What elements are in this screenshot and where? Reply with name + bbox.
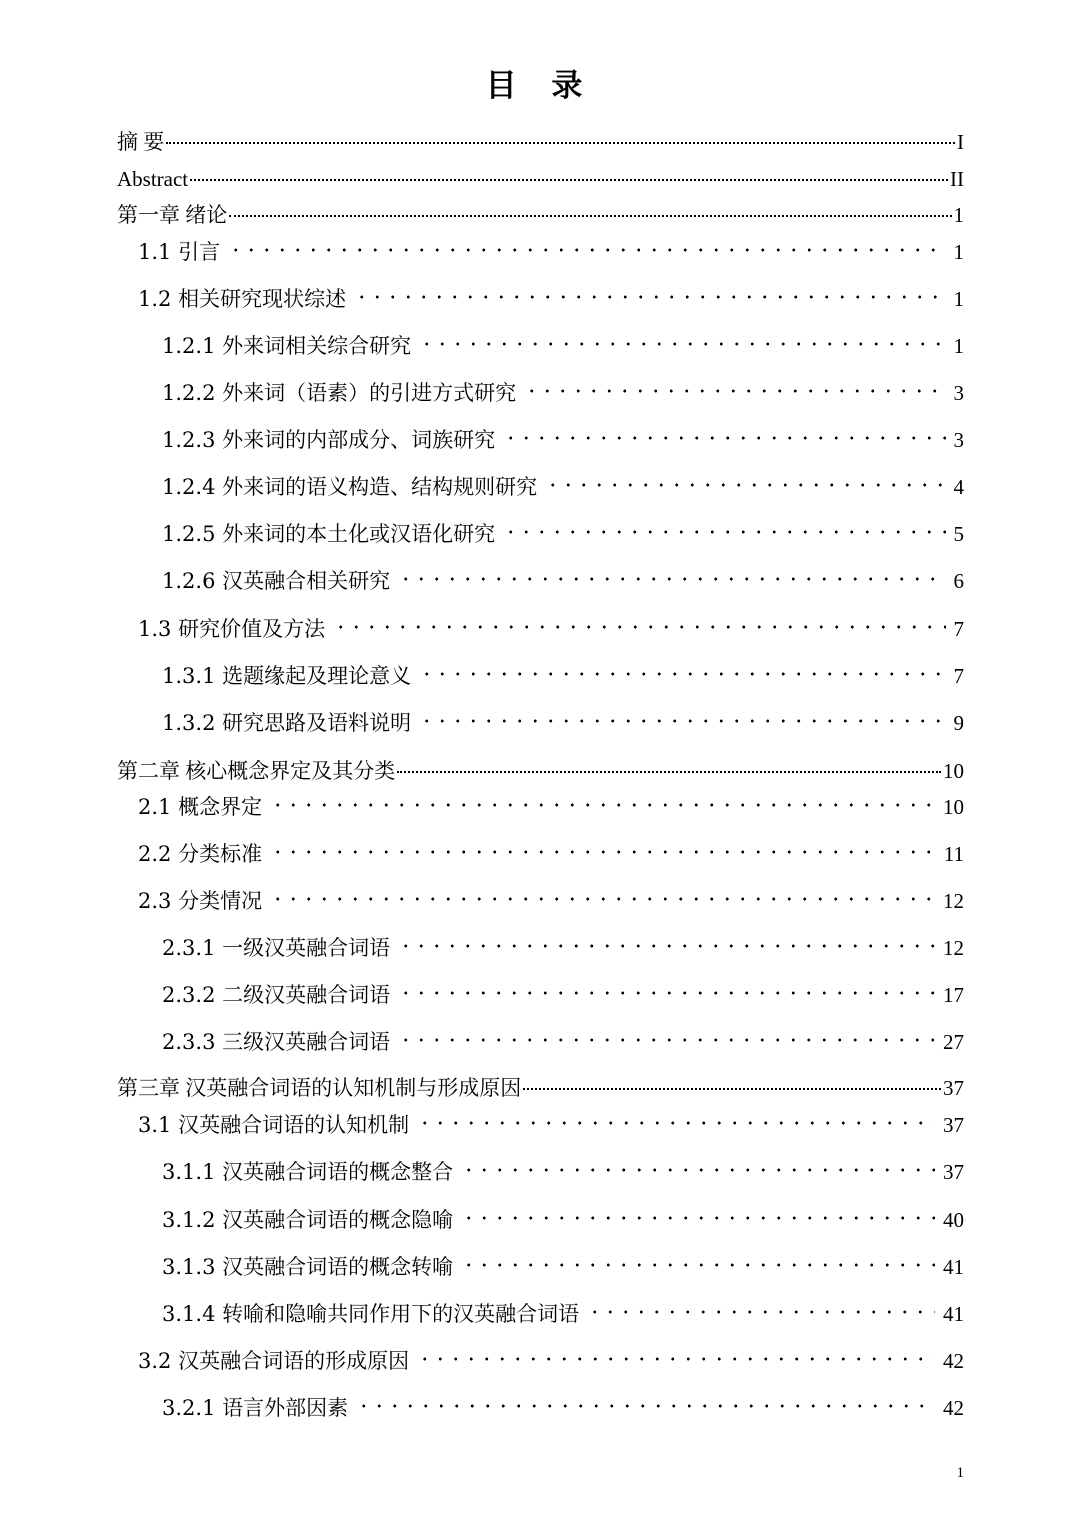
toc-entry-page: 42	[943, 1396, 964, 1420]
toc-entry-label: 1.2 相关研究现状综述	[138, 287, 347, 311]
toc-entry-label: 2.3.2 二级汉英融合词语	[162, 983, 391, 1007]
toc-entry-label: 2.2 分类标准	[138, 842, 263, 866]
toc-entry	[117, 164, 964, 194]
toc-entry	[162, 708, 964, 738]
toc-entry	[162, 378, 964, 408]
dot-leader	[461, 1215, 935, 1221]
toc-entry-label: 2.3 分类情况	[138, 889, 263, 913]
toc-entry-label: 1.2.1 外来词相关综合研究	[162, 334, 412, 358]
toc-entry	[162, 566, 964, 596]
dot-leader	[229, 215, 951, 217]
toc-entry	[138, 1110, 964, 1140]
toc-entry-label: 2.3.3 三级汉英融合词语	[162, 1030, 391, 1054]
toc-entry-page: 1	[953, 334, 964, 358]
toc-entry	[162, 425, 964, 455]
toc-entry-page: 10	[943, 795, 964, 819]
toc-entry	[162, 472, 964, 502]
toc-entry-page: 3	[953, 381, 964, 405]
dot-leader	[398, 943, 935, 949]
toc-entry-label: 2.3.1 一级汉英融合词语	[162, 936, 391, 960]
toc-entry-page: 9	[953, 711, 964, 735]
toc-entry-page: 7	[953, 664, 964, 688]
dot-leader	[166, 142, 955, 144]
dot-leader	[190, 179, 948, 181]
toc-entry-label: 3.1 汉英融合词语的认知机制	[138, 1113, 410, 1137]
toc-entry-page: 27	[943, 1030, 964, 1054]
dot-leader	[270, 896, 935, 902]
toc-entry	[138, 614, 964, 644]
toc-entry	[138, 284, 964, 314]
dot-leader	[524, 388, 945, 394]
toc-entry	[162, 1205, 964, 1235]
toc-entry-label: 3.2 汉英融合词语的形成原因	[138, 1349, 410, 1373]
toc-entry-page: 17	[943, 983, 964, 1007]
dot-leader	[545, 482, 945, 488]
toc-entry-label: 第三章 汉英融合词语的认知机制与形成原因	[117, 1076, 522, 1100]
dot-leader	[333, 624, 945, 630]
toc-entry-page: 37	[943, 1113, 964, 1137]
dot-leader	[270, 802, 935, 808]
toc-entry	[162, 1027, 964, 1057]
toc-entry	[162, 519, 964, 549]
dot-leader	[419, 671, 945, 677]
toc-entry	[162, 1393, 964, 1423]
toc-entry-page: 10	[943, 759, 964, 783]
dot-leader	[419, 718, 945, 724]
toc-entry-label: 1.1 引言	[138, 240, 221, 264]
toc-entry-page: 37	[943, 1076, 964, 1100]
page-number: 1	[956, 1465, 964, 1481]
toc-entry	[162, 1299, 964, 1329]
toc-entry-label: 1.2.5 外来词的本土化或汉语化研究	[162, 522, 496, 546]
dot-leader	[461, 1262, 935, 1268]
toc-entry	[117, 756, 964, 786]
toc-entry	[117, 127, 964, 157]
dot-leader	[397, 771, 941, 773]
toc-entry	[162, 1157, 964, 1187]
toc-entry-page: 5	[953, 522, 964, 546]
toc-entry-label: 1.3.1 选题缘起及理论意义	[162, 664, 412, 688]
toc-entry-page: 4	[953, 475, 964, 499]
toc-entry-label: 3.1.1 汉英融合词语的概念整合	[162, 1160, 454, 1184]
dot-leader	[503, 529, 945, 535]
toc-entry-page: 41	[943, 1302, 964, 1326]
toc-entry	[117, 1073, 964, 1103]
dot-leader	[398, 1037, 935, 1043]
toc-entry-label: 1.3 研究价值及方法	[138, 617, 326, 641]
toc-entry-page: II	[950, 167, 964, 191]
toc-entry-page: 37	[943, 1160, 964, 1184]
toc-entry-page: I	[957, 130, 964, 154]
toc-entry	[162, 933, 964, 963]
toc-entry	[138, 237, 964, 267]
toc-entry	[138, 839, 964, 869]
toc-entry-page: 6	[953, 569, 964, 593]
dot-leader	[419, 341, 945, 347]
toc-entry	[138, 792, 964, 822]
toc-entry-label: 3.1.4 转喻和隐喻共同作用下的汉英融合词语	[162, 1302, 580, 1326]
toc-entry-page: 42	[943, 1349, 964, 1373]
toc-entry-label: Abstract	[117, 167, 189, 191]
toc-entry-page: 3	[953, 428, 964, 452]
dot-leader	[417, 1120, 935, 1126]
toc-entry-label: 3.1.3 汉英融合词语的概念转喻	[162, 1255, 454, 1279]
toc-entry	[162, 331, 964, 361]
dot-leader	[356, 1403, 935, 1409]
toc-entry-label: 2.1 概念界定	[138, 795, 263, 819]
dot-leader	[523, 1088, 941, 1090]
toc-entry-page: 12	[943, 889, 964, 913]
toc-entry-page: 41	[943, 1255, 964, 1279]
dot-leader	[417, 1356, 935, 1362]
dot-leader	[354, 294, 945, 300]
toc-entry-page: 1	[953, 287, 964, 311]
toc-entry-label: 1.2.4 外来词的语义构造、结构规则研究	[162, 475, 538, 499]
toc-entry-page: 12	[943, 936, 964, 960]
toc-entry-label: 1.2.2 外来词（语素）的引进方式研究	[162, 381, 517, 405]
toc-entry	[162, 661, 964, 691]
toc-entry-label: 1.3.2 研究思路及语料说明	[162, 711, 412, 735]
toc-entry-label: 第二章 核心概念界定及其分类	[117, 759, 396, 783]
toc-entry	[117, 200, 964, 230]
toc-entry-label: 第一章 绪论	[117, 203, 228, 227]
toc-entry	[162, 980, 964, 1010]
toc-entry-page: 1	[953, 240, 964, 264]
toc-entry-label: 3.2.1 语言外部因素	[162, 1396, 349, 1420]
toc-entry-page: 7	[953, 617, 964, 641]
toc-entry-label: 1.2.3 外来词的内部成分、词族研究	[162, 428, 496, 452]
toc-entry	[138, 886, 964, 916]
page-title: 目 录	[485, 68, 595, 104]
toc-entry	[138, 1346, 964, 1376]
dot-leader	[270, 849, 936, 855]
dot-leader	[503, 435, 945, 441]
dot-leader	[587, 1309, 935, 1315]
toc-entry	[162, 1252, 964, 1282]
dot-leader	[461, 1167, 935, 1173]
toc-entry-page: 40	[943, 1208, 964, 1232]
toc-entry-page: 1	[953, 203, 964, 227]
toc-entry-label: 1.2.6 汉英融合相关研究	[162, 569, 391, 593]
dot-leader	[228, 247, 945, 253]
dot-leader	[398, 576, 945, 582]
toc-entry-label: 摘 要	[117, 130, 165, 154]
dot-leader	[398, 990, 935, 996]
toc-entry-label: 3.1.2 汉英融合词语的概念隐喻	[162, 1208, 454, 1232]
toc-entry-page: 11	[943, 842, 964, 866]
